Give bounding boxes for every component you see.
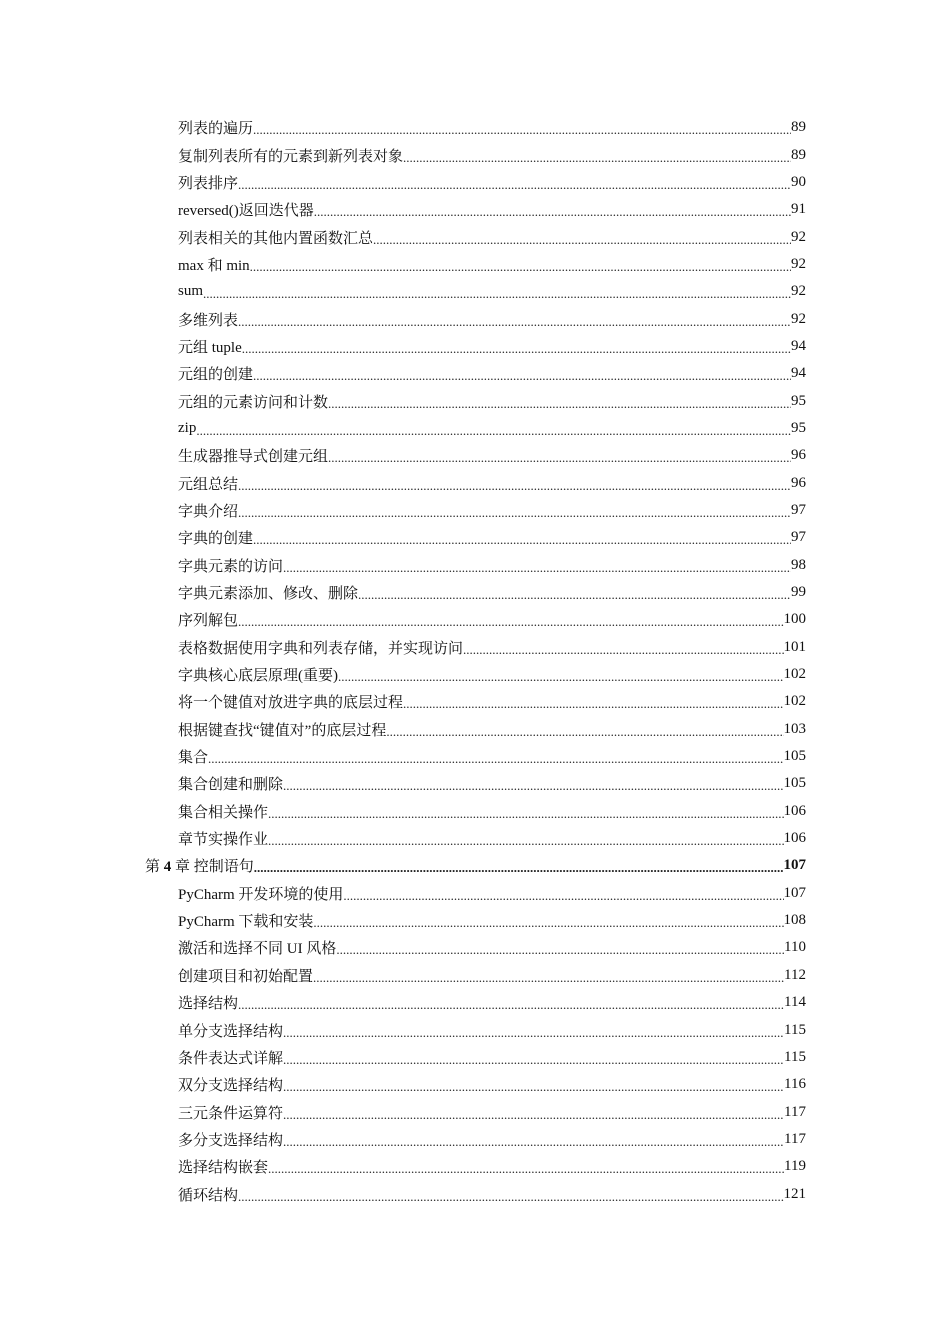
toc-entry-title: 双分支选择结构 [178, 1078, 284, 1095]
toc-dot-leader [253, 368, 791, 383]
toc-dot-leader [238, 478, 791, 493]
toc-entry-title: 字典元素添加、修改、删除 [178, 586, 359, 603]
toc-entry-title: 将一个键值对放进字典的底层过程 [178, 695, 404, 712]
toc-entry[interactable] [0, 387, 950, 414]
toc-dot-leader [203, 286, 791, 301]
toc-entry-page: 92 [791, 228, 806, 245]
toc-entry-page: 92 [791, 310, 806, 327]
toc-entry-title: 创建项目和初始配置 [178, 968, 314, 985]
toc-entry-page: 95 [791, 419, 806, 436]
toc-entry-title: 元组 tuple [178, 339, 242, 356]
toc-entry[interactable] [0, 716, 950, 743]
toc-entry[interactable] [0, 825, 950, 852]
toc-dot-leader [238, 1189, 783, 1204]
toc-entry[interactable] [0, 579, 950, 606]
toc-entry-page: 91 [791, 201, 806, 218]
toc-entry-page: 94 [791, 365, 806, 382]
toc-dot-leader [238, 314, 791, 329]
toc-dot-leader [250, 259, 791, 274]
toc-entry-page: 101 [783, 638, 806, 655]
toc-dot-leader [283, 778, 783, 793]
toc-chapter-title [145, 855, 254, 876]
chapter-name: 章 控制语句 [175, 859, 254, 876]
toc-entry-page: 96 [791, 447, 806, 464]
toc-entry-title: 激活和选择不同 UI 风格 [178, 941, 337, 958]
toc-dot-leader [254, 860, 784, 875]
toc-entry-title: 循环结构 [178, 1187, 239, 1204]
toc-entry-title: 表格数据使用字典和列表存储，并实现访问 [178, 640, 464, 657]
toc-entry-page: 112 [784, 966, 806, 983]
toc-dot-leader [283, 560, 791, 575]
toc-entry-title: 选择结构 [178, 996, 239, 1013]
toc-entry-page: 97 [791, 529, 806, 546]
toc-dot-leader [253, 122, 791, 137]
toc-entry-page: 115 [784, 1021, 806, 1038]
toc-entry-page: 105 [783, 748, 806, 765]
toc-entry-title: 复制列表所有的元素到新列表对象 [178, 148, 404, 165]
toc-dot-leader [283, 1134, 784, 1149]
toc-dot-leader [343, 888, 783, 903]
toc-entry-title: max 和 min [178, 257, 250, 274]
toc-entry[interactable] [0, 1071, 950, 1098]
toc-entry-page: 96 [791, 474, 806, 491]
toc-entry-page: 106 [783, 802, 806, 819]
toc-entry[interactable] [0, 1126, 950, 1153]
toc-entry[interactable] [0, 251, 950, 278]
toc-entry[interactable] [0, 907, 950, 934]
toc-entry-title: 元组的元素访问和计数 [178, 394, 329, 411]
toc-entry-title: 生成器推导式创建元组 [178, 449, 329, 466]
toc-dot-leader [386, 724, 783, 739]
toc-entry[interactable] [0, 989, 950, 1016]
toc-entry-title: 章节实操作业 [178, 832, 269, 849]
toc-chapter-entry[interactable] [0, 852, 950, 879]
toc-entry[interactable] [0, 360, 950, 387]
toc-entry-page: 89 [791, 119, 806, 136]
toc-dot-leader [313, 970, 784, 985]
toc-entry-page: 89 [791, 146, 806, 163]
toc-entry-page: 119 [784, 1158, 806, 1175]
toc-entry-title: 多分支选择结构 [178, 1132, 284, 1149]
toc-entry-page: 98 [791, 556, 806, 573]
toc-entry-page: 107 [783, 884, 806, 901]
toc-entry-title: 序列解包 [178, 613, 239, 630]
toc-entry-page: 92 [791, 283, 806, 300]
toc-entry-title: 字典元素的访问 [178, 558, 284, 575]
toc-entry-page: 108 [783, 912, 806, 929]
toc-dot-leader [238, 177, 791, 192]
toc-entry-page: 103 [783, 720, 806, 737]
chapter-number: 4 [163, 859, 172, 876]
toc-entry[interactable] [0, 524, 950, 551]
toc-dot-leader [328, 396, 791, 411]
toc-entry-title: 集合 [178, 750, 209, 767]
toc-entry-page: 117 [784, 1103, 806, 1120]
toc-entry-title: PyCharm 下载和安装 [178, 914, 314, 931]
toc-entry-page: 105 [783, 775, 806, 792]
toc-entry-page: 102 [783, 693, 806, 710]
toc-dot-leader [358, 587, 791, 602]
toc-entry-title: 列表的遍历 [178, 121, 254, 138]
toc-dot-leader [196, 423, 791, 438]
toc-dot-leader [208, 751, 783, 766]
toc-entry[interactable] [0, 1044, 950, 1071]
toc-entry-page: 92 [791, 255, 806, 272]
toc-entry[interactable] [0, 688, 950, 715]
toc-dot-leader [403, 696, 783, 711]
toc-entry-title: PyCharm 开发环境的使用 [178, 886, 344, 903]
table-of-contents [0, 114, 950, 1208]
toc-entry[interactable] [0, 196, 950, 223]
toc-entry-title: 多维列表 [178, 312, 239, 329]
toc-dot-leader [238, 997, 784, 1012]
toc-entry-page: 121 [783, 1185, 806, 1202]
toc-entry[interactable] [0, 1016, 950, 1043]
toc-entry[interactable] [0, 415, 950, 442]
toc-entry-title: 选择结构嵌套 [178, 1160, 269, 1177]
toc-dot-leader [283, 1079, 784, 1094]
toc-entry-page: 90 [791, 173, 806, 190]
toc-dot-leader [238, 614, 783, 629]
toc-entry-page: 116 [784, 1076, 806, 1093]
toc-entry-title: zip [178, 419, 197, 436]
toc-entry[interactable] [0, 798, 950, 825]
toc-entry[interactable] [0, 333, 950, 360]
toc-dot-leader [338, 669, 784, 684]
toc-entry-title: 单分支选择结构 [178, 1023, 284, 1040]
toc-entry-page: 94 [791, 337, 806, 354]
toc-entry-title: 字典介绍 [178, 503, 239, 520]
toc-entry[interactable] [0, 497, 950, 524]
toc-entry[interactable] [0, 661, 950, 688]
toc-dot-leader [253, 532, 791, 547]
toc-entry-title: 元组的创建 [178, 367, 254, 384]
chapter-prefix: 第 [145, 859, 161, 876]
toc-chapter-page: 107 [783, 857, 806, 874]
toc-entry-page: 106 [783, 830, 806, 847]
toc-entry[interactable] [0, 634, 950, 661]
toc-entry[interactable] [0, 442, 950, 469]
toc-entry[interactable] [0, 552, 950, 579]
toc-entry-title: 条件表达式详解 [178, 1050, 284, 1067]
toc-entry[interactable] [0, 934, 950, 961]
toc-dot-leader [463, 642, 783, 657]
toc-dot-leader [283, 1025, 784, 1040]
toc-dot-leader [328, 450, 791, 465]
toc-dot-leader [336, 942, 784, 957]
toc-dot-leader [242, 341, 791, 356]
toc-entry-title: 列表相关的其他内置函数汇总 [178, 230, 374, 247]
toc-entry-page: 95 [791, 392, 806, 409]
toc-entry-page: 110 [784, 939, 806, 956]
toc-entry[interactable] [0, 469, 950, 496]
toc-dot-leader [268, 833, 783, 848]
toc-entry[interactable] [0, 770, 950, 797]
toc-entry-page: 117 [784, 1130, 806, 1147]
toc-entry-title: 字典的创建 [178, 531, 254, 548]
toc-entry-page: 99 [791, 584, 806, 601]
toc-entry-page: 102 [783, 666, 806, 683]
toc-entry-page: 97 [791, 501, 806, 518]
toc-entry-title: 列表排序 [178, 175, 239, 192]
toc-entry-title: 集合创建和删除 [178, 777, 284, 794]
toc-dot-leader [314, 204, 791, 219]
toc-dot-leader [283, 1052, 784, 1067]
toc-entry-title: sum [178, 283, 204, 300]
toc-entry[interactable] [0, 278, 950, 305]
toc-dot-leader [313, 915, 783, 930]
toc-entry[interactable] [0, 880, 950, 907]
toc-entry-page: 115 [784, 1048, 806, 1065]
toc-entry-page: 100 [783, 611, 806, 628]
toc-entry[interactable] [0, 305, 950, 332]
toc-entry-title: 集合相关操作 [178, 804, 269, 821]
toc-entry[interactable] [0, 1098, 950, 1125]
toc-entry-title: 三元条件运算符 [178, 1105, 284, 1122]
toc-entry[interactable] [0, 114, 950, 141]
toc-dot-leader [373, 232, 791, 247]
toc-entry-title: 根据键查找“键值对”的底层过程 [178, 722, 387, 739]
toc-entry[interactable] [0, 962, 950, 989]
toc-entry[interactable] [0, 169, 950, 196]
toc-dot-leader [283, 1107, 784, 1122]
toc-dot-leader [238, 505, 791, 520]
toc-entry[interactable] [0, 743, 950, 770]
toc-entry[interactable] [0, 223, 950, 250]
toc-dot-leader [268, 806, 783, 821]
toc-entry-title: 元组总结 [178, 476, 239, 493]
toc-dot-leader [403, 150, 791, 165]
toc-dot-leader [268, 1161, 784, 1176]
toc-entry[interactable] [0, 141, 950, 168]
toc-entry-page: 114 [784, 994, 806, 1011]
toc-entry[interactable] [0, 1153, 950, 1180]
toc-entry-title: 字典核心底层原理(重要) [178, 668, 338, 685]
toc-entry-title: reversed()返回迭代器 [178, 203, 314, 220]
toc-entry[interactable] [0, 606, 950, 633]
toc-entry[interactable] [0, 1180, 950, 1207]
